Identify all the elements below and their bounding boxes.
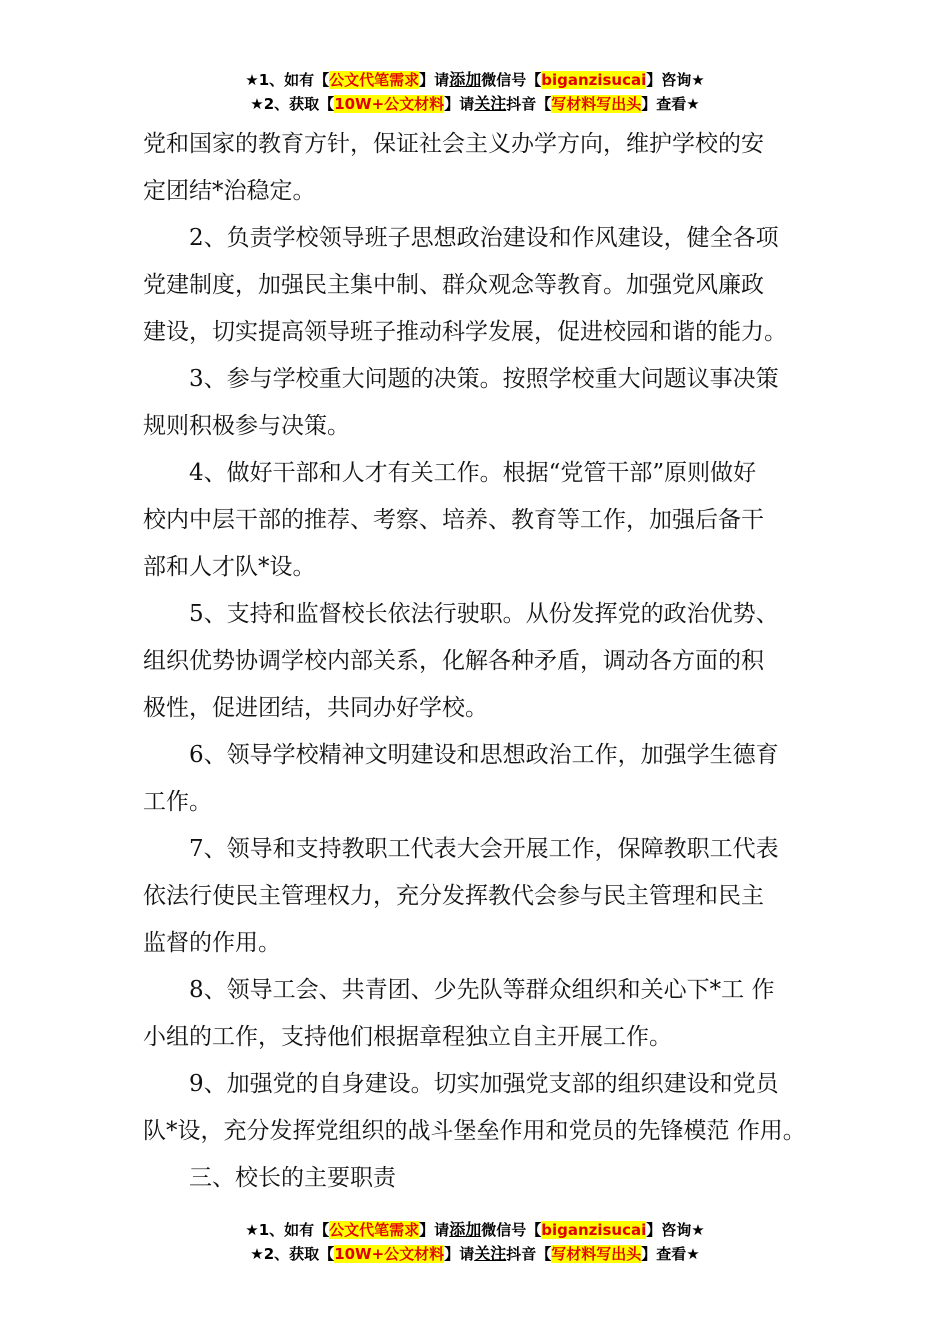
banner-text: ★2、获取【 bbox=[250, 95, 335, 113]
banner-text: 】请 bbox=[444, 95, 475, 113]
body-line: 8、领导工会、共青团、少先队等群众组织和关心下*工 作 bbox=[189, 977, 775, 1003]
body-line: 党和国家的教育方针，保证社会主义办学方向，维护学校的安 bbox=[143, 131, 764, 157]
body-line: 极性，促进团结，共同办好学校。 bbox=[143, 695, 488, 721]
banner-highlight: biganzisucai bbox=[541, 1221, 647, 1239]
body-line: 组织优势协调学校内部关系，化解各种矛盾，调动各方面的积 bbox=[143, 648, 764, 674]
banner-underline: 关注 bbox=[474, 94, 507, 113]
body-line: 9、加强党的自身建设。切实加强党支部的组织建设和党员 bbox=[189, 1071, 779, 1097]
body-line: 4、做好干部和人才有关工作。根据“党管干部”原则做好 bbox=[189, 460, 757, 486]
body-line: 队*设，充分发挥党组织的战斗堡垒作用和党员的先锋模范 作用。 bbox=[143, 1118, 806, 1144]
banner-text: 】查看★ bbox=[641, 1245, 700, 1263]
banner-text: 】请 bbox=[444, 1245, 475, 1263]
body-line: 7、领导和支持教职工代表大会开展工作，保障教职工代表 bbox=[189, 836, 779, 862]
banner-text: 】咨询★ bbox=[646, 1221, 705, 1239]
body-line: 建设，切实提高领导班子推动科学发展，促进校园和谐的能力。 bbox=[143, 319, 787, 345]
banner-text: 微信号【 bbox=[481, 1221, 542, 1239]
body-line: 部和人才队*设。 bbox=[143, 554, 316, 580]
banner-text: 抖音【 bbox=[506, 95, 552, 113]
banner-text: ★2、获取【 bbox=[250, 1245, 335, 1263]
banner-text: 】咨询★ bbox=[646, 71, 705, 89]
body-line: 规则积极参与决策。 bbox=[143, 413, 350, 439]
body-line: 2、负责学校领导班子思想政治建设和作风建设，健全各项 bbox=[189, 225, 779, 251]
banner-highlight: 10W+公文材料 bbox=[334, 95, 445, 113]
banner-highlight: biganzisucai bbox=[541, 71, 647, 89]
banner-highlight: 写材料写出头 bbox=[551, 95, 642, 113]
banner-underline: 添加 bbox=[449, 1220, 482, 1239]
banner-highlight: 公文代笔需求 bbox=[329, 71, 420, 89]
banner-text: ★1、如有【 bbox=[245, 1221, 330, 1239]
section-heading: 三、校长的主要职责 bbox=[189, 1165, 396, 1191]
banner-underline: 添加 bbox=[449, 70, 482, 89]
body-line: 校内中层干部的推荐、考察、培养、教育等工作，加强后备干 bbox=[143, 507, 764, 533]
header-banner bbox=[0, 68, 950, 116]
body-line: 3、参与学校重大问题的决策。按照学校重大问题议事决策 bbox=[189, 366, 779, 392]
banner-line-2 bbox=[0, 1242, 950, 1266]
body-line: 小组的工作，支持他们根据章程独立自主开展工作。 bbox=[143, 1024, 672, 1050]
banner-text: ★1、如有【 bbox=[245, 71, 330, 89]
banner-text: 微信号【 bbox=[481, 71, 542, 89]
document-body bbox=[143, 121, 843, 1202]
body-line: 5、支持和监督校长依法行驶职。从份发挥党的政治优势、 bbox=[189, 601, 779, 627]
banner-highlight: 写材料写出头 bbox=[551, 1245, 642, 1263]
banner-highlight: 10W+公文材料 bbox=[334, 1245, 445, 1263]
body-line: 6、领导学校精神文明建设和思想政治工作，加强学生德育 bbox=[189, 742, 779, 768]
banner-highlight: 公文代笔需求 bbox=[329, 1221, 420, 1239]
footer-banner bbox=[0, 1218, 950, 1266]
banner-text: 】请 bbox=[419, 71, 450, 89]
banner-line-1 bbox=[0, 1218, 950, 1242]
banner-text: 】请 bbox=[419, 1221, 450, 1239]
body-line: 定团结*治稳定。 bbox=[143, 178, 316, 204]
body-line: 依法行使民主管理权力，充分发挥教代会参与民主管理和民主 bbox=[143, 883, 764, 909]
banner-line-1 bbox=[0, 68, 950, 92]
banner-underline: 关注 bbox=[474, 1244, 507, 1263]
body-line: 党建制度，加强民主集中制、群众观念等教育。加强党风廉政 bbox=[143, 272, 764, 298]
body-line: 监督的作用。 bbox=[143, 930, 281, 956]
body-line: 工作。 bbox=[143, 789, 212, 815]
banner-text: 抖音【 bbox=[506, 1245, 552, 1263]
banner-text: 】查看★ bbox=[641, 95, 700, 113]
banner-line-2 bbox=[0, 92, 950, 116]
